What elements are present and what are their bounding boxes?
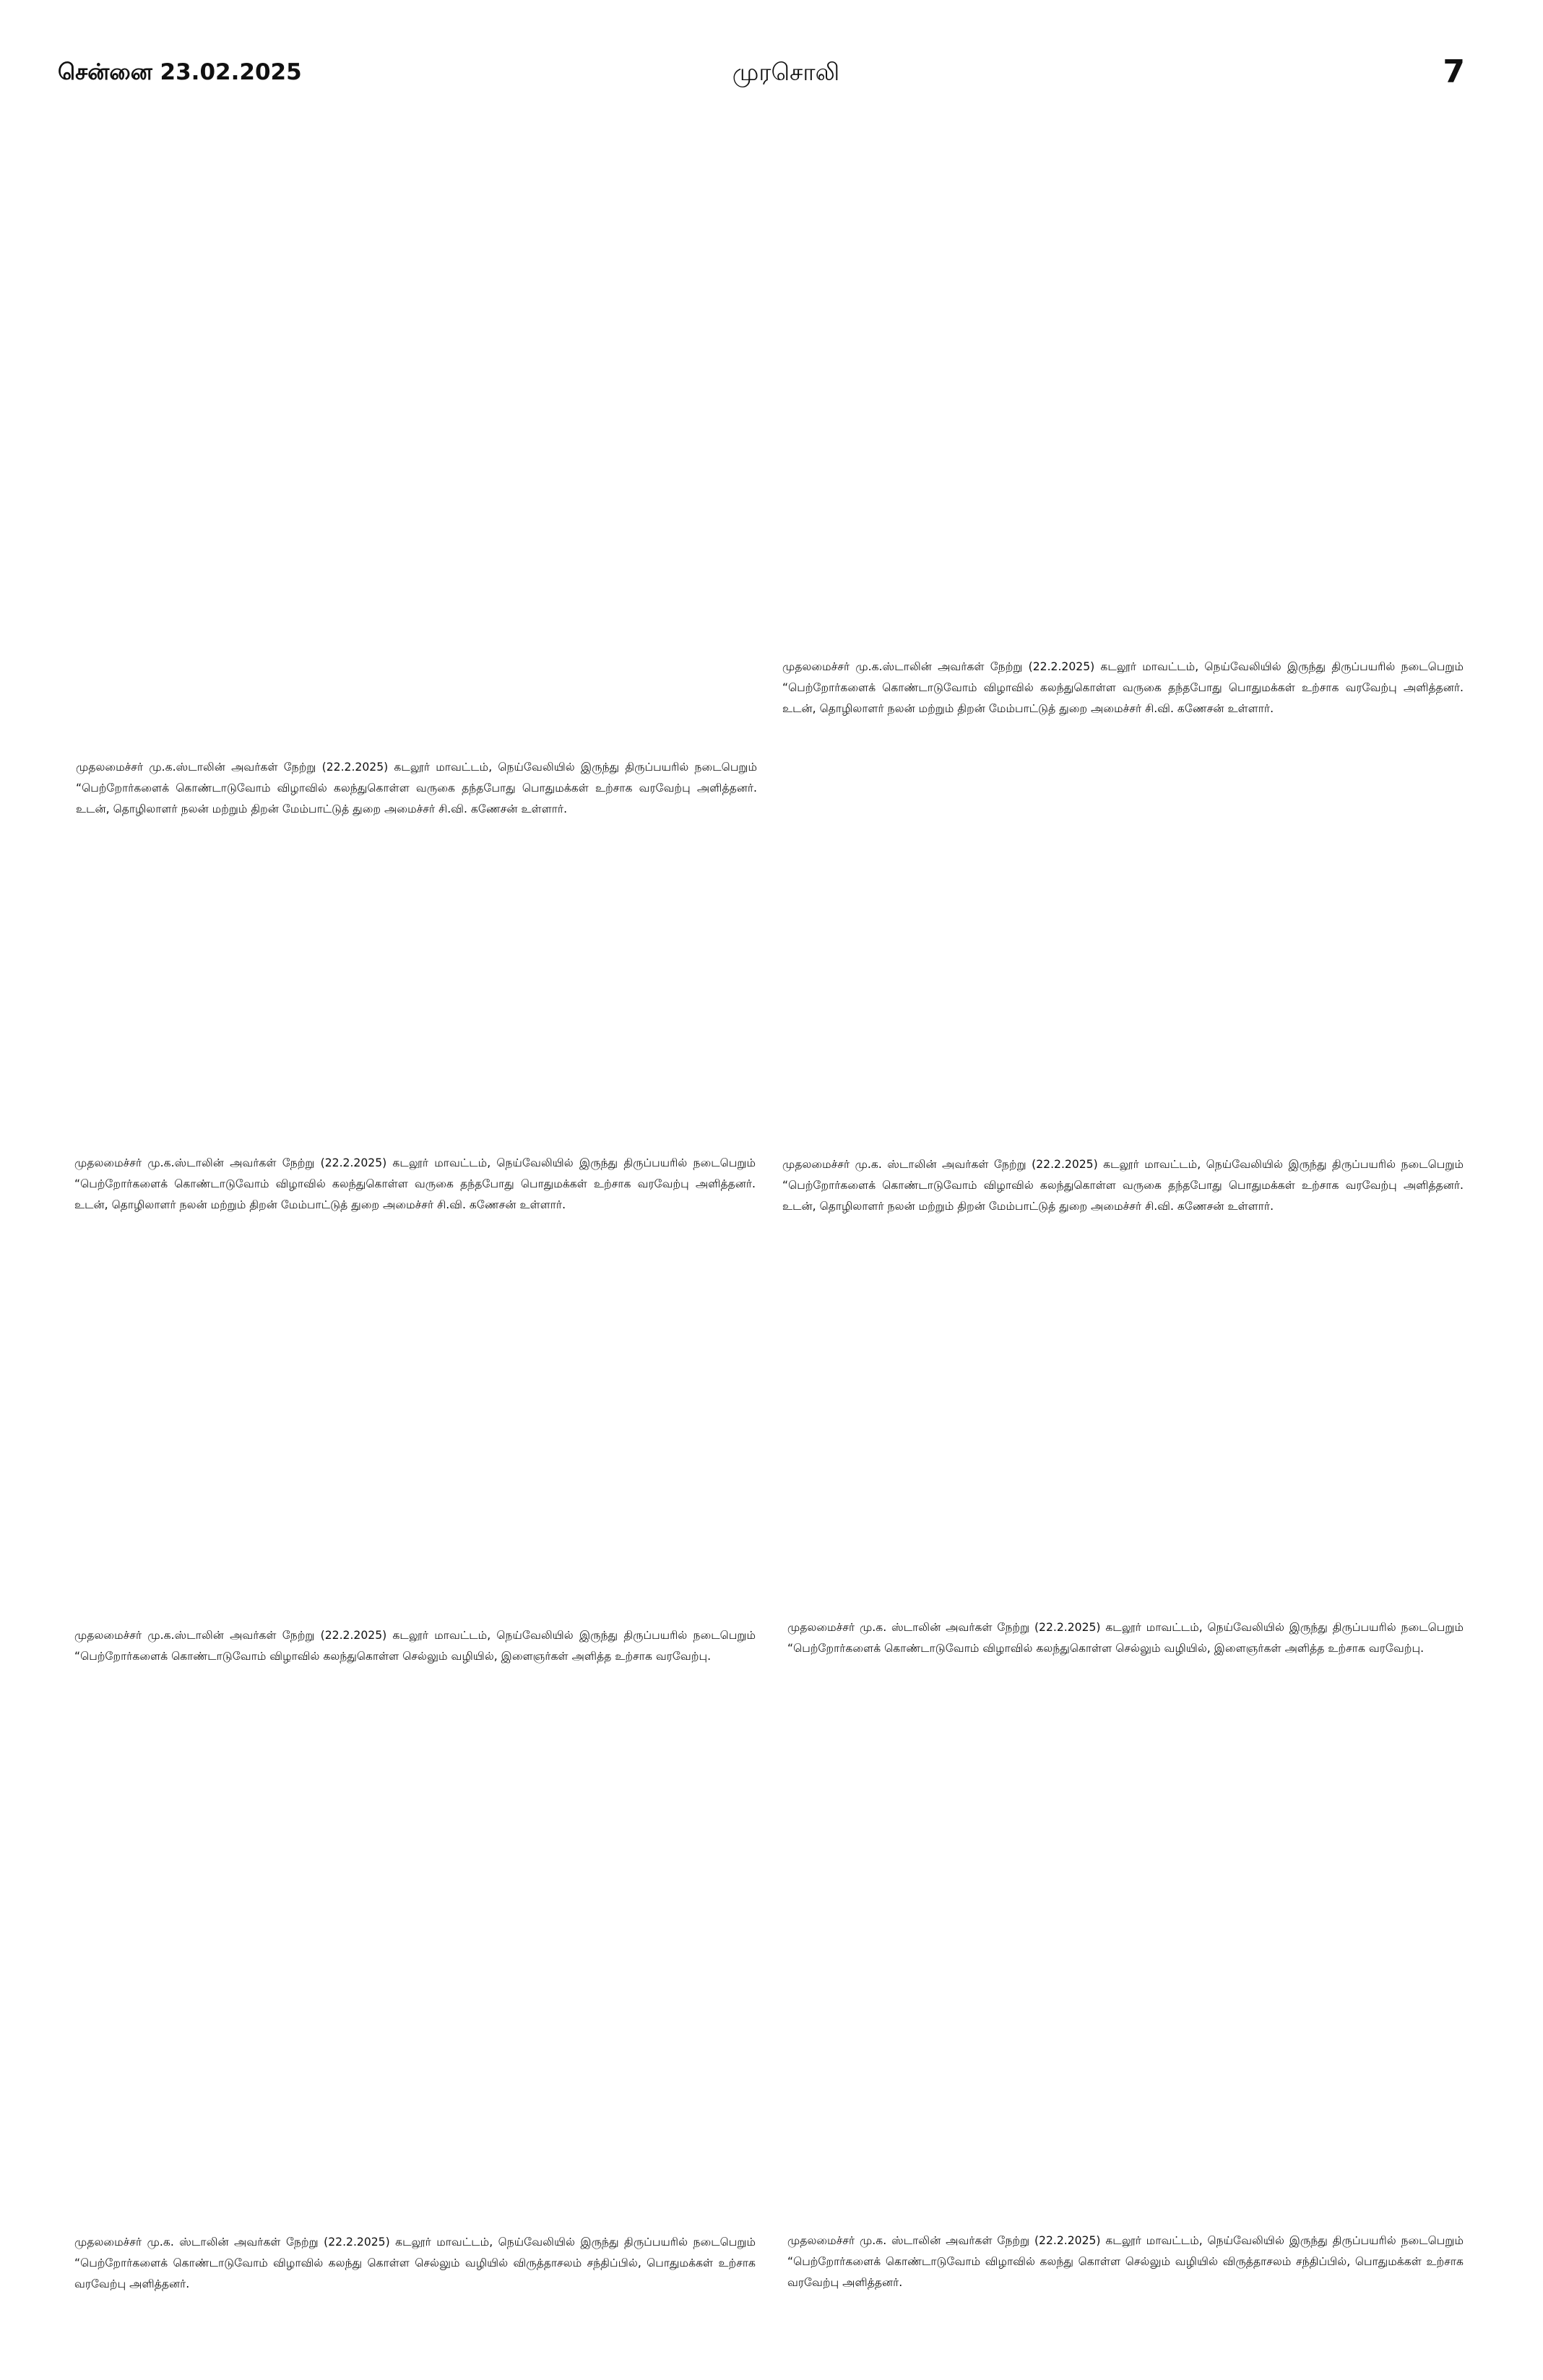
photo-caption-2: முதலமைச்சர் மு.க.ஸ்டாலின் அவர்கள் நேற்று (22.2.2025) கடலூர் மாவட்டம், நெய்வேலியில் இருந்து திருப்பயரில் நடைபெறும் “பெற்றோர்களைக் கொண்டாடுவோம் விழாவில் கலந்துகொள்ள வருகை தந்தபோது பொதுமக்கள் உற்சாக வரவேற்பு அளித்தனர். உடன், தொழிலாளர் நலன் மற்றும் திறன் மேம்பாட்டுத் துறை அமைச்சர் சி.வி. கணேசன் உள்ளார்.	[76, 761, 757, 815]
photo-caption-4: முதலமைச்சர் மு.க. ஸ்டாலின் அவர்கள் நேற்று (22.2.2025) கடலூர் மாவட்டம், நெய்வேலியில் இருந்து திருப்பயரில் நடைபெறும் “பெற்றோர்களைக் கொண்டாடுவோம் விழாவில் கலந்துகொள்ள வருகை தந்தபோது பொதுமக்கள் உற்சாக வரவேற்பு அளித்தனர். உடன், தொழிலாளர் நலன் மற்றும் திறன் மேம்பாட்டுத் துறை அமைச்சர் சி.வி. கணேசன் உள்ளார்.	[782, 1158, 1464, 1213]
photo-caption-7: முதலமைச்சர் மு.க. ஸ்டாலின் அவர்கள் நேற்று (22.2.2025) கடலூர் மாவட்டம், நெய்வேலியில் இருந்து திருப்பயரில் நடைபெறும் “பெற்றோர்களைக் கொண்டாடுவோம் விழாவில் கலந்து கொள்ள செல்லும் வழியில் விருத்தாசலம் சந்திப்பில், பொதுமக்கள் உற்சாக வரவேற்பு அளித்தனர்.	[74, 2236, 756, 2290]
photo-caption-5: முதலமைச்சர் மு.க.ஸ்டாலின் அவர்கள் நேற்று (22.2.2025) கடலூர் மாவட்டம், நெய்வேலியில் இருந்து திருப்பயரில் நடைபெறும் “பெற்றோர்களைக் கொண்டாடுவோம் விழாவில் கலந்துகொள்ள செல்லும் வழியில், இளைஞர்கள் அளித்த உற்சாக வரவேற்பு.	[74, 1629, 756, 1663]
page-number: 7	[1443, 53, 1465, 90]
photo-caption-3: முதலமைச்சர் மு.க.ஸ்டாலின் அவர்கள் நேற்று (22.2.2025) கடலூர் மாவட்டம், நெய்வேலியில் இருந்து திருப்பயரில் நடைபெறும் “பெற்றோர்களைக் கொண்டாடுவோம் விழாவில் கலந்துகொள்ள வருகை தந்தபோது பொதுமக்கள் உற்சாக வரவேற்பு அளித்தனர். உடன், தொழிலாளர் நலன் மற்றும் திறன் மேம்பாட்டுத் துறை அமைச்சர் சி.வி. கணேசன் உள்ளார்.	[74, 1156, 756, 1211]
page-header	[0, 53, 1543, 100]
photo-caption-8: முதலமைச்சர் மு.க. ஸ்டாலின் அவர்கள் நேற்று (22.2.2025) கடலூர் மாவட்டம், நெய்வேலியில் இருந்து திருப்பயரில் நடைபெறும் “பெற்றோர்களைக் கொண்டாடுவோம் விழாவில் கலந்து கொள்ள செல்லும் வழியில் விருத்தாசலம் சந்திப்பில், பொதுமக்கள் உற்சாக வரவேற்பு அளித்தனர்.	[787, 2234, 1464, 2289]
newspaper-name: முரசொலி	[732, 58, 840, 86]
photo-caption-6: முதலமைச்சர் மு.க. ஸ்டாலின் அவர்கள் நேற்று (22.2.2025) கடலூர் மாவட்டம், நெய்வேலியில் இருந்து திருப்பயரில் நடைபெறும் “பெற்றோர்களைக் கொண்டாடுவோம் விழாவில் கலந்துகொள்ள செல்லும் வழியில், இளைஞர்கள் அளித்த உற்சாக வரவேற்பு.	[787, 1621, 1464, 1655]
photo-caption-1: முதலமைச்சர் மு.க.ஸ்டாலின் அவர்கள் நேற்று (22.2.2025) கடலூர் மாவட்டம், நெய்வேலியில் இருந்து திருப்பயரில் நடைபெறும் “பெற்றோர்களைக் கொண்டாடுவோம் விழாவில் கலந்துகொள்ள வருகை தந்தபோது பொதுமக்கள் உற்சாக வரவேற்பு அளித்தனர். உடன், தொழிலாளர் நலன் மற்றும் திறன் மேம்பாட்டுத் துறை அமைச்சர் சி.வி. கணேசன் உள்ளார்.	[782, 660, 1464, 715]
issue-date: சென்னை 23.02.2025	[58, 59, 302, 85]
